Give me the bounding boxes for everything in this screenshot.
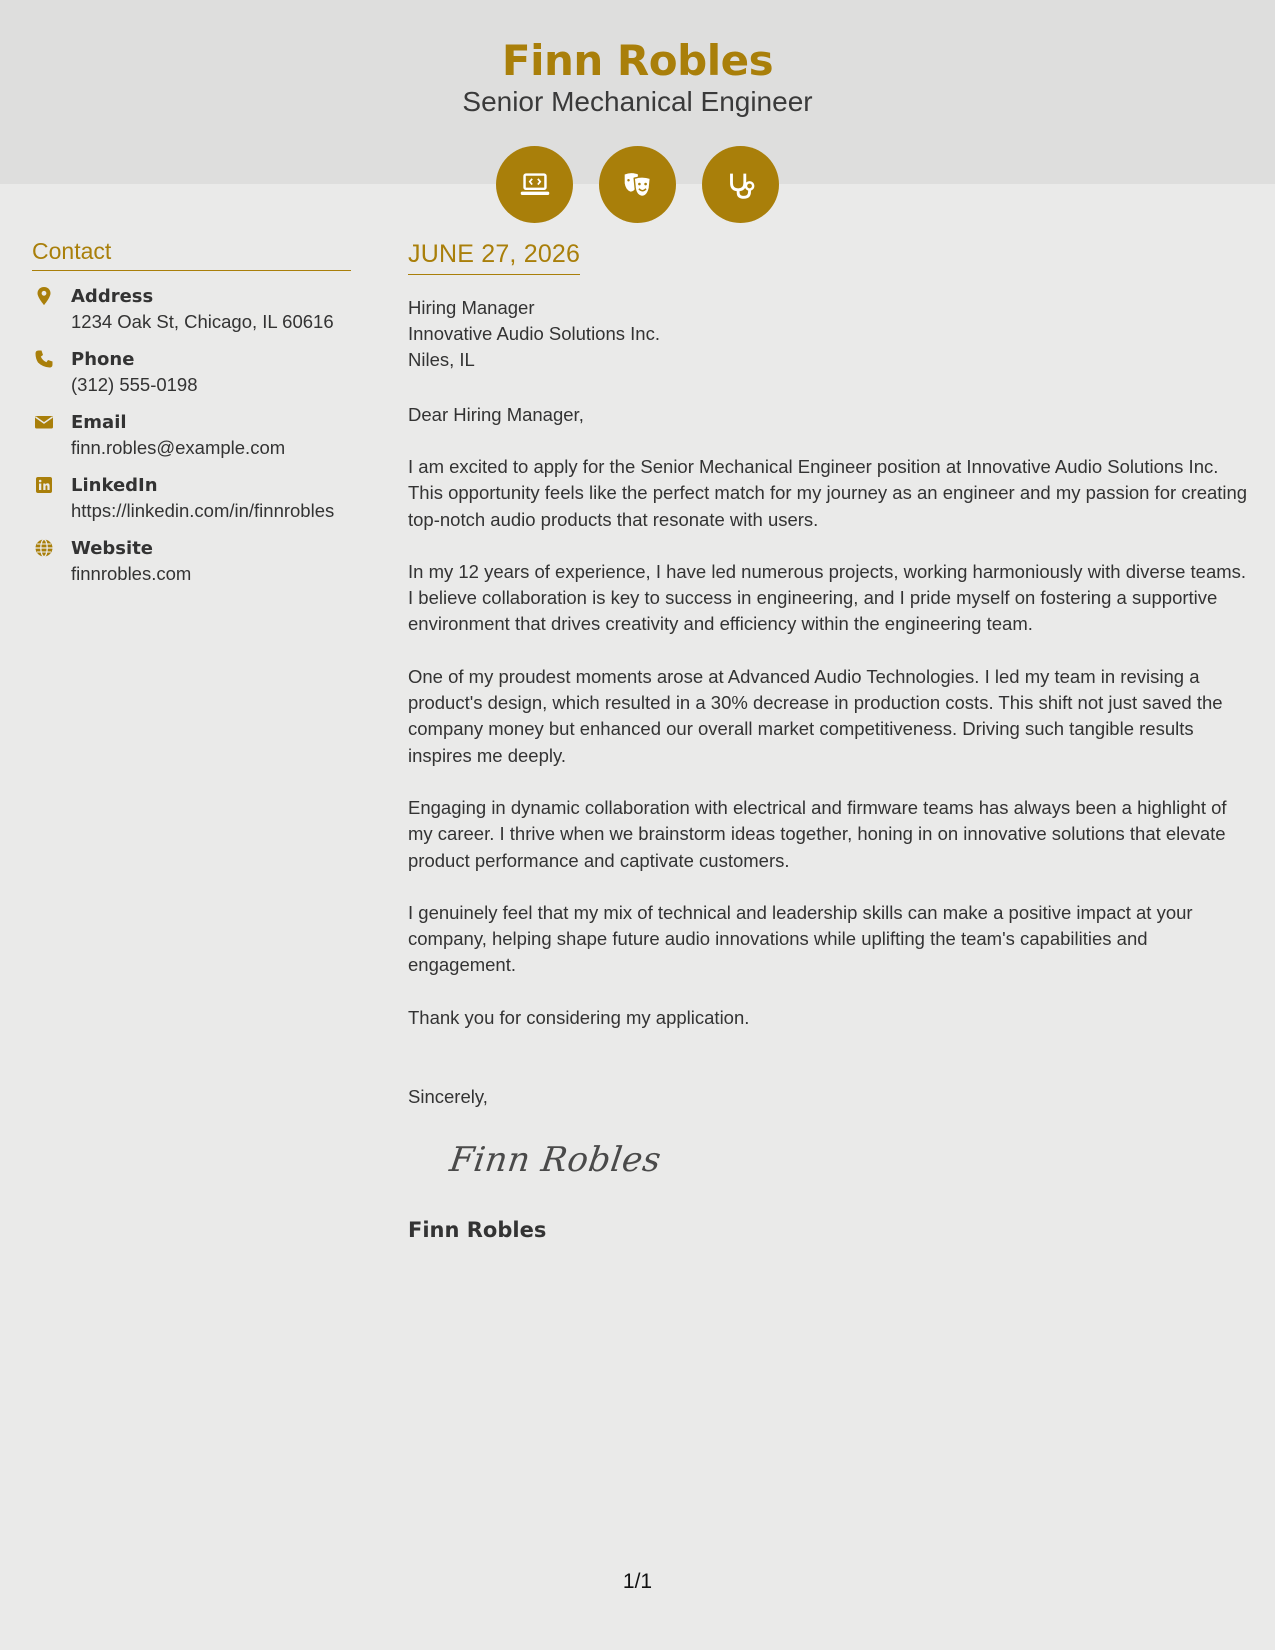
laptop-code-icon xyxy=(496,146,573,223)
body-paragraph: In my 12 years of experience, I have led numerous projects, working harmoniously with diverse teams. I believe collaboration is key to success in engineering, and I pride myself on fostering a supportive environment that drives creativity and efficiency within the engineering team. xyxy=(408,560,1247,635)
email-value[interactable]: finn.robles@example.com xyxy=(71,437,286,458)
phone-label: Phone xyxy=(71,349,135,370)
address-label: Address xyxy=(71,286,154,307)
map-pin-icon xyxy=(34,286,54,306)
applicant-name: Finn Robles xyxy=(501,36,774,85)
envelope-icon xyxy=(34,412,54,432)
contact-address xyxy=(32,285,351,334)
handwritten-signature: Finn Robles xyxy=(447,1140,664,1181)
salutation: Dear Hiring Manager, xyxy=(408,404,584,425)
body-paragraph: I genuinely feel that my mix of technical and leadership skills can make a positive impact at your company, helping shape future audio innovations while uplifting the team's capabilities and engagement. xyxy=(408,901,1193,976)
website-value[interactable]: finnrobles.com xyxy=(71,563,192,584)
linkedin-value[interactable]: https://linkedin.com/in/finnrobles xyxy=(71,500,335,521)
address-value: 1234 Oak St, Chicago, IL 60616 xyxy=(71,311,334,332)
stethoscope-icon xyxy=(702,146,779,223)
body-paragraph: One of my proudest moments arose at Advanced Audio Technologies. I led my team in revising a product's design, which resulted in a 30% decrease in production costs. This shift not just saved the company money but enhanced our overall market competitiveness. Driving such tangible results inspires me deeply. xyxy=(408,665,1223,766)
contact-phone xyxy=(32,348,351,397)
closing: Sincerely, xyxy=(408,1086,488,1108)
body-paragraph: I am excited to apply for the Senior Mechanical Engineer position at Innovative Audio Solutions Inc. This opportunity feels like the perfect match for my journey as an engineer and my passion for creating top-notch audio products that resonate with users. xyxy=(408,456,1248,530)
header-icons xyxy=(0,146,1275,223)
job-title: Senior Mechanical Engineer xyxy=(462,86,813,117)
recipient-block xyxy=(408,295,1248,373)
recipient-line: Niles, IL xyxy=(408,349,475,370)
contact-sidebar xyxy=(32,238,351,586)
linkedin-label: LinkedIn xyxy=(71,475,158,496)
letter-date: JUNE 27, 2026 xyxy=(408,240,580,275)
page-number: 1/1 xyxy=(622,1570,653,1593)
contact-email xyxy=(32,411,351,460)
website-label: Website xyxy=(71,538,154,559)
email-label: Email xyxy=(71,412,127,433)
phone-value: (312) 555-0198 xyxy=(71,374,198,395)
linkedin-icon xyxy=(34,475,54,495)
phone-icon xyxy=(34,349,54,369)
letter-body xyxy=(408,240,1248,1242)
globe-icon xyxy=(34,538,54,558)
signer-name: Finn Robles xyxy=(408,1218,547,1243)
contact-heading: Contact xyxy=(32,238,351,271)
theater-masks-icon xyxy=(599,146,676,223)
contact-linkedin xyxy=(32,474,351,523)
body-paragraph: Thank you for considering my application. xyxy=(408,1006,750,1028)
body-paragraph: Engaging in dynamic collaboration with electrical and firmware teams has always been a highlight of my career. I thrive when we brainstorm ideas together, honing in on innovative solutions that elevate product performance and captivate customers. xyxy=(408,796,1227,871)
recipient-line: Hiring Manager xyxy=(408,297,535,318)
contact-website xyxy=(32,537,351,586)
recipient-line: Innovative Audio Solutions Inc. xyxy=(408,323,660,344)
